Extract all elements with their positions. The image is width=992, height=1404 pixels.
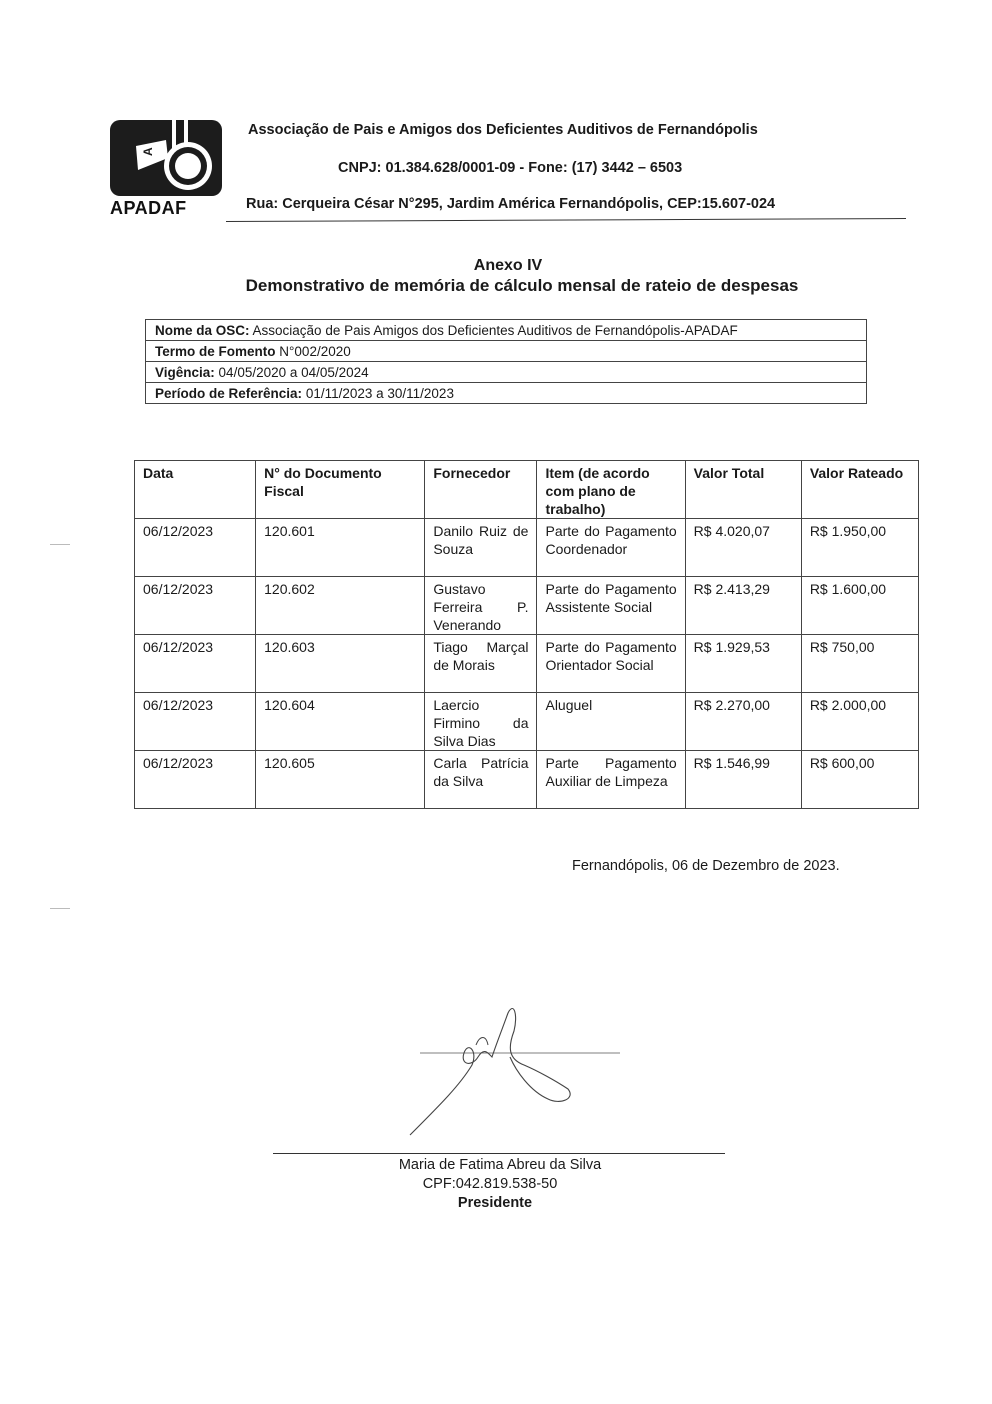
signature-line <box>273 1153 725 1154</box>
cell-valor-total: R$ 2.413,29 <box>685 577 801 635</box>
expense-table <box>134 460 919 809</box>
cell-item: Parte do Pagamento Orientador Social <box>537 635 685 693</box>
cell-valor-rateado: R$ 1.600,00 <box>801 577 918 635</box>
header-divider <box>226 218 906 222</box>
col-header-fornecedor: Fornecedor <box>425 461 537 519</box>
osc-value: Associação de Pais Amigos dos Deficientes Auditivos de Fernandópolis-APADAF <box>252 323 738 338</box>
cell-fornecedor: Carla Patrícia da Silva <box>425 751 537 809</box>
org-contact: CNPJ: 01.384.628/0001-09 - Fone: (17) 3442 – 6503 <box>338 160 683 176</box>
col-header-valor-total: Valor Total <box>685 461 801 519</box>
cell-item: Parte do Pagamento Coordenador <box>537 519 685 577</box>
termo-value: N°002/2020 <box>279 344 351 359</box>
cell-data: 06/12/2023 <box>135 693 256 751</box>
table-row <box>135 577 919 635</box>
cell-valor-rateado: R$ 1.950,00 <box>801 519 918 577</box>
info-box <box>145 319 867 404</box>
signer-cpf: CPF:042.819.538-50 <box>422 1176 558 1192</box>
osc-row <box>146 320 866 340</box>
cell-valor-rateado: R$ 600,00 <box>801 751 918 809</box>
cell-doc: 120.605 <box>256 751 425 809</box>
cell-data: 06/12/2023 <box>135 577 256 635</box>
svg-text:A: A <box>141 147 155 156</box>
document-subtitle: Demonstrativo de memória de cálculo mensal de rateio de despesas <box>245 276 799 295</box>
cell-item: Aluguel <box>537 693 685 751</box>
cell-valor-total: R$ 1.929,53 <box>685 635 801 693</box>
cell-doc: 120.604 <box>256 693 425 751</box>
vigencia-label: Vigência: <box>155 365 215 380</box>
org-name: Associação de Pais e Amigos dos Deficientes Auditivos de Fernandópolis <box>248 122 758 138</box>
cell-fornecedor: Tiago Marçal de Morais <box>425 635 537 693</box>
cell-valor-rateado: R$ 750,00 <box>801 635 918 693</box>
cell-data: 06/12/2023 <box>135 635 256 693</box>
signer-name: Maria de Fatima Abreu da Silva <box>398 1157 602 1173</box>
termo-label: Termo de Fomento <box>155 344 276 359</box>
vigencia-value: 04/05/2020 a 04/05/2024 <box>218 365 369 380</box>
col-header-data: Data <box>135 461 256 519</box>
cell-valor-total: R$ 2.270,00 <box>685 693 801 751</box>
handwritten-signature <box>380 995 640 1145</box>
scan-mark <box>50 544 70 545</box>
osc-label: Nome da OSC: <box>155 323 250 338</box>
cell-data: 06/12/2023 <box>135 519 256 577</box>
cell-valor-total: R$ 4.020,07 <box>685 519 801 577</box>
cell-doc: 120.601 <box>256 519 425 577</box>
cell-item: Parte Pagamento Auxiliar de Limpeza <box>537 751 685 809</box>
cell-data: 06/12/2023 <box>135 751 256 809</box>
cell-doc: 120.603 <box>256 635 425 693</box>
cell-item: Parte do Pagamento Assistente Social <box>537 577 685 635</box>
place-date: Fernandópolis, 06 de Dezembro de 2023. <box>572 858 840 874</box>
cell-fornecedor: Laercio Firmino da Silva Dias <box>425 693 537 751</box>
col-header-item: Item (de acordo com plano de trabalho) <box>537 461 685 519</box>
cell-fornecedor: Gustavo Ferreira P. Venerando <box>425 577 537 635</box>
col-header-documento: N° do Documento Fiscal <box>256 461 425 519</box>
table-row <box>135 635 919 693</box>
logo-wordmark: APADAF <box>110 198 187 218</box>
cell-valor-rateado: R$ 2.000,00 <box>801 693 918 751</box>
cell-fornecedor: Danilo Ruiz de Souza <box>425 519 537 577</box>
periodo-value: 01/11/2023 a 30/11/2023 <box>305 386 454 401</box>
periodo-row <box>146 382 866 403</box>
scan-mark <box>50 908 70 909</box>
termo-row <box>146 340 866 361</box>
org-address: Rua: Cerqueira César N°295, Jardim América Fernandópolis, CEP:15.607-024 <box>246 196 776 212</box>
col-header-valor-rateado: Valor Rateado <box>801 461 918 519</box>
cell-valor-total: R$ 1.546,99 <box>685 751 801 809</box>
vigencia-row <box>146 361 866 382</box>
signer-role: Presidente <box>457 1195 533 1211</box>
table-header-row <box>135 461 919 519</box>
periodo-label: Período de Referência: <box>155 386 303 401</box>
table-row <box>135 693 919 751</box>
annex-title: Anexo IV <box>473 257 543 274</box>
table-row <box>135 751 919 809</box>
cell-doc: 120.602 <box>256 577 425 635</box>
table-row <box>135 519 919 577</box>
